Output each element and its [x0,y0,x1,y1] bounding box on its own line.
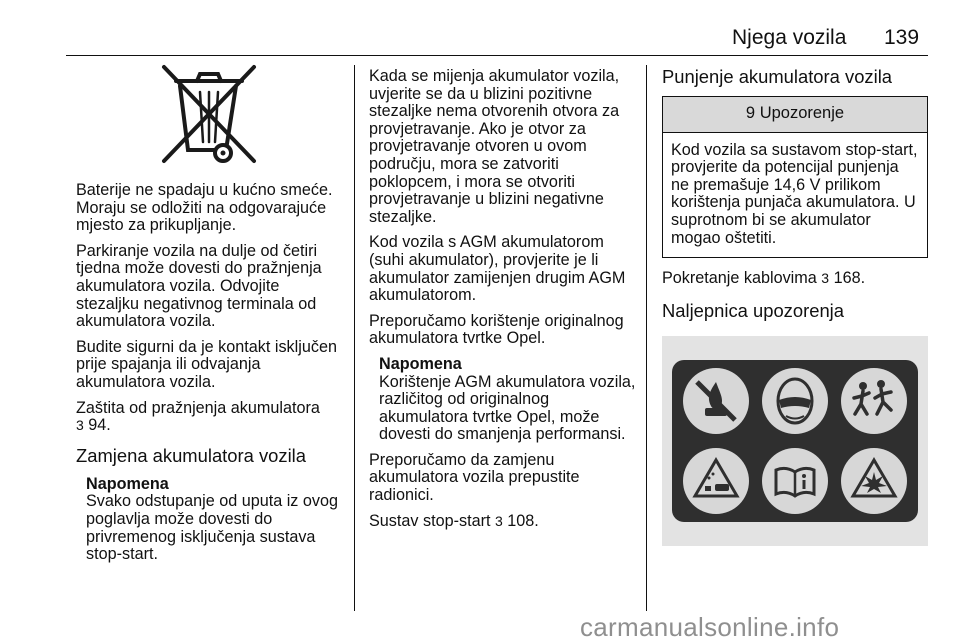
warning-text: Kod vozila sa sustavom stop-start, provjerite da potencijal punjenja ne premašuje 14,6 V prilikom korištenja punjača akumulatora. U suprotnom bi se akumulator mogao oštetiti. [671,140,918,247]
note-text: Svako odstupanje od uputa iz ovog poglavlja može dovesti do privremenog isključenja sustava stop-start. [86,492,338,564]
column-3 [662,66,928,546]
crossed-out-wheelie-bin-icon [76,64,346,170]
acid-hazard-icon [683,448,749,514]
warning-title: Upozorenje [759,104,845,122]
page-reference[interactable]: 94. [88,416,111,435]
page-reference[interactable]: 168. [833,269,866,288]
reference-arrow-icon: 3 [494,512,503,529]
column-divider [646,65,647,611]
warning-triangle-icon: 9 [745,104,756,122]
paragraph-text: Zaštita od pražnjenja akumulatora [76,398,320,417]
paragraph-with-reference [76,400,346,435]
header-rule [66,55,928,56]
column-divider [354,65,355,611]
page-number: 139 [884,26,920,49]
paragraph: Parkiranje vozila na dulje od četiri tjedna može dovesti do pražnjenja akumulatora vozila. Odvojite stezaljku negativnog terminala od akumulatora vozila. [76,241,322,331]
running-header-title: Njega vozila [732,26,847,49]
paragraph: Budite sigurni da je kontakt isključen prije spajanja ili odvajanja akumulatora vozila. [76,337,337,391]
warning-header [663,97,927,133]
section-heading: Zamjena akumulatora vozila [76,444,306,466]
eye-protection-icon [762,368,828,434]
no-flames-icon [683,368,749,434]
keep-children-away-icon [841,368,907,434]
column-2 [369,68,639,538]
paragraph: Preporučamo da zamjenu akumulatora vozila prepustite radionici. [369,450,580,505]
section-heading: Naljepnica upozorenja [662,299,844,321]
note-box [379,356,639,444]
page-reference[interactable]: 108. [507,511,539,530]
column-1 [76,64,346,572]
paragraph: Kada se mijenja akumulator vozila, uvjerite se da u blizini pozitivne stezaljke nema otvorenih otvora za provjetravanje. Ako je otvor za provjetravanje otvoren u ovom području, mora se zatvoriti poklopcem, i mora se otvoriti provjetravanje u blizini negativne stezaljke. [369,67,620,226]
warning-box [662,96,928,258]
paragraph: Kod vozila s AGM akumulatorom (suhi akumulator), provjerite je li akumulator zamijenjen drugim AGM akumulatorom. [369,233,626,305]
watermark: carmanualsonline.info [580,612,840,642]
paragraph-with-reference [662,270,928,288]
note-title: Napomena [86,474,169,493]
paragraph-text: Sustav stop-start [369,511,491,530]
section-heading: Punjenje akumulatora vozila [662,66,893,87]
paragraph-text: Pokretanje kablovima [662,269,817,288]
reference-arrow-icon: 3 [76,417,84,434]
paragraph: Baterije ne spadaju u kućno smeće. Moraju se odložiti na odgovarajuće mjesto za prikupljanje. [76,181,333,235]
paragraph: Preporučamo korištenje originalnog akumulatora tvrtke Opel. [369,311,624,348]
read-manual-icon [762,448,828,514]
explosion-hazard-icon [841,448,907,514]
paragraph-with-reference [369,513,639,531]
warning-label-sticker [672,360,918,522]
note-box [86,476,346,564]
note-title: Napomena [379,354,462,373]
reference-arrow-icon: 3 [821,270,830,287]
note-text: Korištenje AGM akumulatora vozila, različitog od originalnog akumulatora tvrtke Opel, može dovesti do smanjenja performansi. [379,372,636,444]
warning-label-image [662,336,928,546]
